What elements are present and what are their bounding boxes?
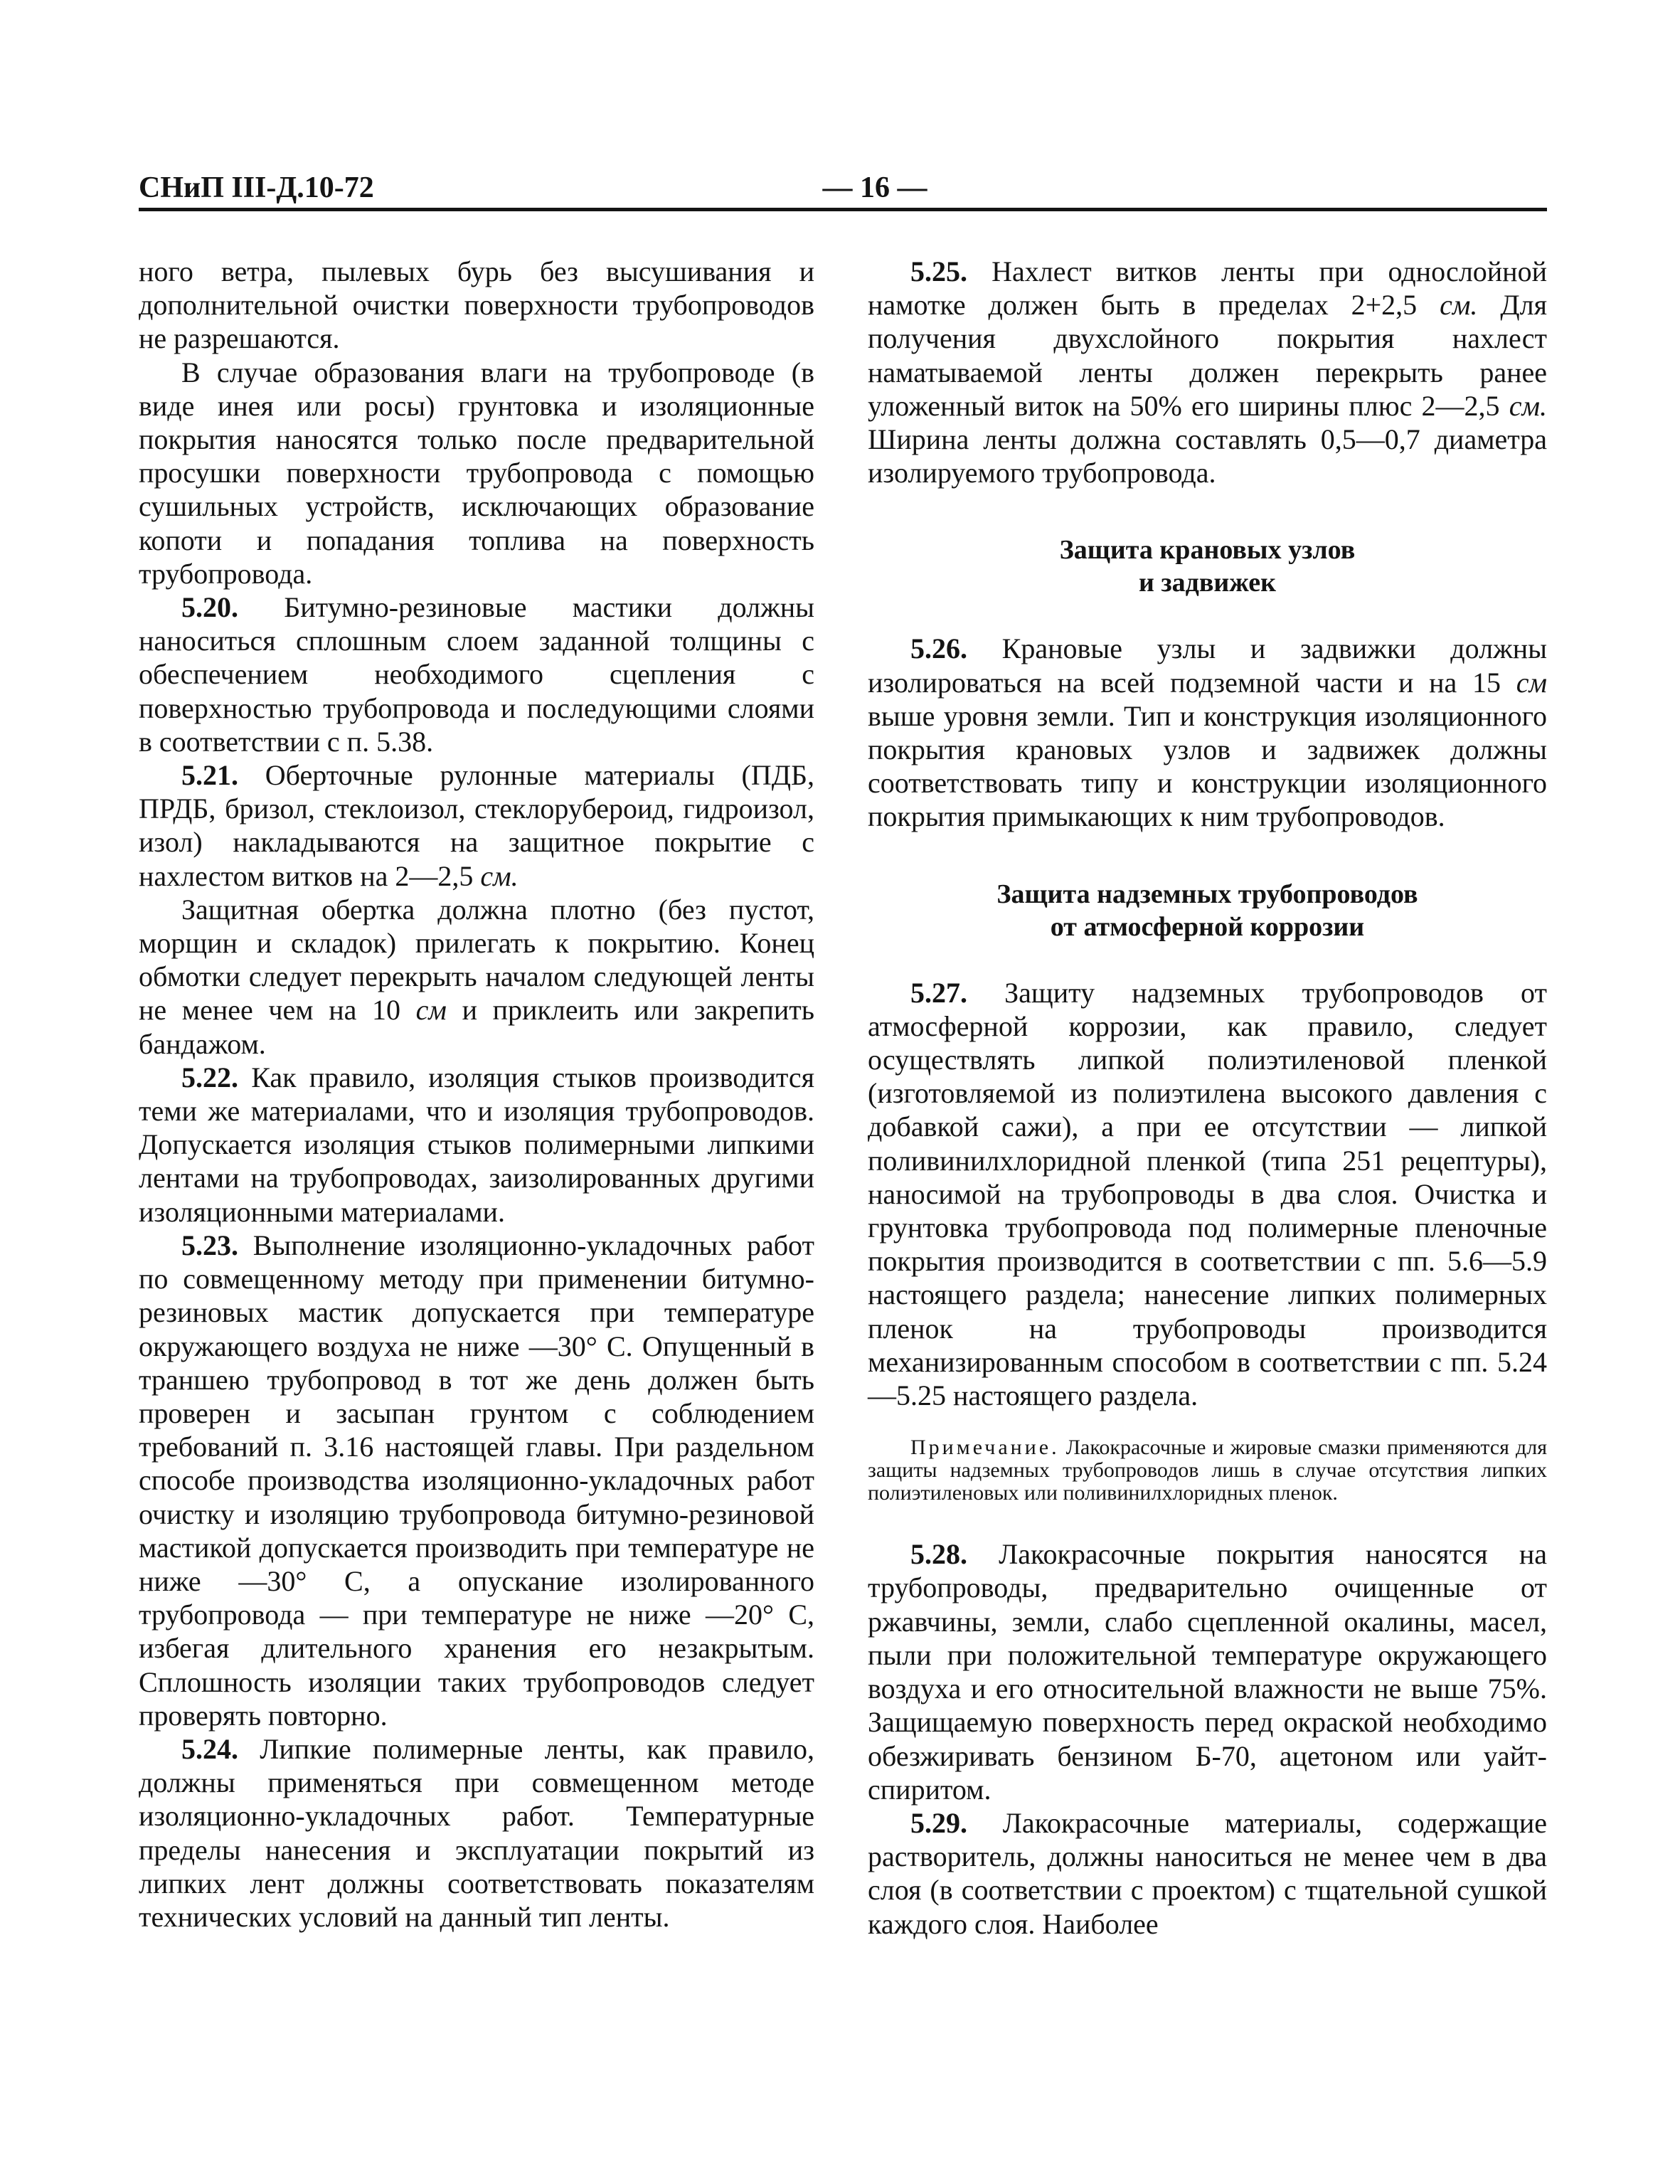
section-text: Липкие полимерные ленты, как правило, должны применяться при совмещенном методе изоляционно-укладочных работ. Температурные пределы нанесения и эксплуатации покрытий из липких лент должны соответствовать показателям технических условий на данный тип ленты. — [139, 1732, 815, 1933]
section-number: 5.27. — [910, 976, 967, 1009]
document-code: СНиП III-Д.10-72 — [139, 171, 374, 204]
section-5-28 — [868, 1537, 1547, 1806]
section-text: Защиту надземных трубопроводов от атмосферной коррозии, как правило, следует осуществлять липкой полиэтиленовой пленкой (изготовляемой из полиэтилена высокого давления с добавкой сажи), а при ее отсутствии — липкой поливинилхлоридной пленкой (типа 251 рецептуры), наносимой на трубопроводы в два слоя. Очистка и грунтовка трубопровода под полимерные пленочные покрытия производится в соответствии с пп. 5.6—5.9 настоящего раздела; нанесение липких полимерных пленок на трубопроводы производится механизированным способом в соответствии с пп. 5.24—5.25 настоящего раздела. — [868, 976, 1547, 1412]
section-text: Крановые узлы и задвижки должны изолироваться на всей подземной части и на 15 — [868, 632, 1548, 699]
note-text: Лакокрасочные и жировые смазки применяются для защиты надземных трубопроводов лишь в случае отсутствия липких полиэтиленовых или поливинилхлоридных пленок. — [868, 1436, 1547, 1505]
section-text: выше уровня земли. Тип и конструкция изоляционного покрытия крановых узлов и задвижек должны соответствовать типу и конструкции изоляционного покрытия примыкающих к ним трубопроводов. — [868, 699, 1547, 833]
subheading-valve-nodes — [868, 534, 1547, 599]
page-header — [139, 168, 1547, 208]
note-label: Примечание. — [910, 1436, 1060, 1460]
section-5-21 — [139, 758, 814, 893]
paragraph-moisture: В случае образования влаги на трубопроводе (в виде инея или росы) грунтовка и изоляционные покрытия наносятся только после предварительной просушки поверхности трубопровода с помощью сушильных устройств, исключающих образование копоти и попадания топлива на поверхность трубопровода. — [139, 356, 814, 590]
paragraph-wrap — [139, 893, 814, 1061]
section-5-26 — [868, 632, 1547, 833]
section-number: 5.23. — [181, 1229, 238, 1261]
page-number: — 16 — — [822, 171, 927, 204]
paragraph-continued: ного ветра, пылевых бурь без высушивания и дополнительной очистки поверхности трубопроводов не разрешаются. — [139, 255, 814, 355]
spacer — [868, 599, 1547, 632]
section-number: 5.21. — [181, 759, 238, 792]
section-5-20 — [139, 590, 814, 758]
spacer — [868, 943, 1547, 976]
section-5-25 — [868, 255, 1547, 489]
paragraph-text: Защитная обертка должна плотно (без пустот, морщин и складок) прилегать к покрытию. Конец обмотки следует перекрыть началом следующей ленты не менее чем на 10 — [139, 893, 814, 1027]
spacer — [868, 1505, 1547, 1537]
unit-text: см — [1516, 666, 1547, 699]
section-number: 5.22. — [181, 1061, 238, 1093]
section-text: Оберточные рулонные материалы (ПДБ, ПРДБ, бризол, стеклоизол, стеклорубероид, гидроизол, изол) накладываются на защитное покрытие с нахлестом витков на 2—2,5 — [139, 759, 814, 892]
section-text: Выполнение изоляционно-укладочных работ по совмещенному методу при применении битумно-резиновых мастик допускается при температуре окружающего воздуха не ниже —30° С. Опущенный в траншею трубопровод в тот же день должен быть проверен и засыпан грунтом с соблюдением требований п. 3.16 настоящей главы. При раздельном способе производства изоляционно-укладочных работ очистку и изоляцию трубопровода битумно-резиновой мастикой допускается производить при температуре не ниже —30° С, а опускание изолированного трубопровода — при температуре не ниже —20° С, избегая длительного хранения его незакрытым. Сплошность изоляции таких трубопроводов следует проверять повторно. — [139, 1229, 814, 1732]
section-5-27 — [868, 976, 1547, 1413]
section-number: 5.24. — [181, 1732, 238, 1765]
section-text: Битумно-резиновые мастики должны наноситься сплошным слоем заданной толщины с обеспечением необходимого сцепления с поверхностью трубопровода и последующими слоями в соответствии с п. 5.38. — [139, 591, 815, 758]
heading-line: Защита крановых узлов — [1059, 535, 1356, 566]
heading-line: и задвижек — [1138, 568, 1277, 598]
section-text: Лакокрасочные материалы, содержащие растворитель, должны наноситься не менее чем в два слоя (в соответствии с проектом) с тщательной сушкой каждого слоя. Наиболее — [868, 1806, 1547, 1940]
section-text: Нахлест витков ленты при однослойной намотке должен быть в пределах 2+2,5 — [868, 255, 1547, 322]
section-text: Как правило, изоляция стыков производится теми же материалами, что и изоляция трубопроводов. Допускается изоляция стыков полимерными липкими лентами на трубопроводах, заизолированных другими изоляционными материалами. — [139, 1061, 815, 1228]
section-number: 5.20. — [181, 591, 238, 624]
section-5-23 — [139, 1229, 814, 1732]
spacer — [868, 1412, 1547, 1436]
spacer — [868, 489, 1547, 534]
header-rule — [139, 208, 1547, 211]
spacer — [868, 834, 1547, 878]
unit-text: см. — [1440, 289, 1478, 322]
section-number: 5.26. — [910, 632, 967, 665]
paragraph-text: и приклеить или закрепить бандажом. — [139, 994, 815, 1060]
section-5-29 — [868, 1806, 1547, 1941]
right-column — [868, 255, 1547, 1941]
unit-text: см. — [1509, 389, 1548, 422]
left-column — [139, 255, 814, 1934]
section-number: 5.29. — [910, 1806, 967, 1839]
note — [868, 1436, 1547, 1505]
unit-text: см — [415, 994, 447, 1027]
section-number: 5.25. — [910, 255, 967, 287]
section-5-22 — [139, 1061, 814, 1229]
section-5-24 — [139, 1732, 814, 1934]
heading-line: от атмосферной коррозии — [1050, 911, 1365, 942]
section-text: Ширина ленты должна составлять 0,5—0,7 диаметра изолируемого трубопровода. — [868, 423, 1547, 489]
subheading-above-ground — [868, 878, 1547, 943]
section-text: Лакокрасочные покрытия наносятся на трубопроводы, предварительно очищенные от ржавчины, земли, слабо сцепленной окалины, масел, пыли при положительной температуре окружающего воздуха и его относительной влажности не выше 75%. Защищаемую поверхность перед окраской необходимо обезжиривать бензином Б-70, ацетоном или уайт-спиритом. — [868, 1538, 1548, 1806]
section-number: 5.28. — [910, 1538, 967, 1571]
unit-text: см. — [480, 859, 519, 892]
section-text: Для получения двухслойного покрытия нахлест наматываемой ленты должен перекрыть ранее уложенный виток на 50% его ширины плюс 2—2,5 — [868, 289, 1547, 422]
heading-line: Защита надземных трубопроводов — [996, 879, 1418, 909]
